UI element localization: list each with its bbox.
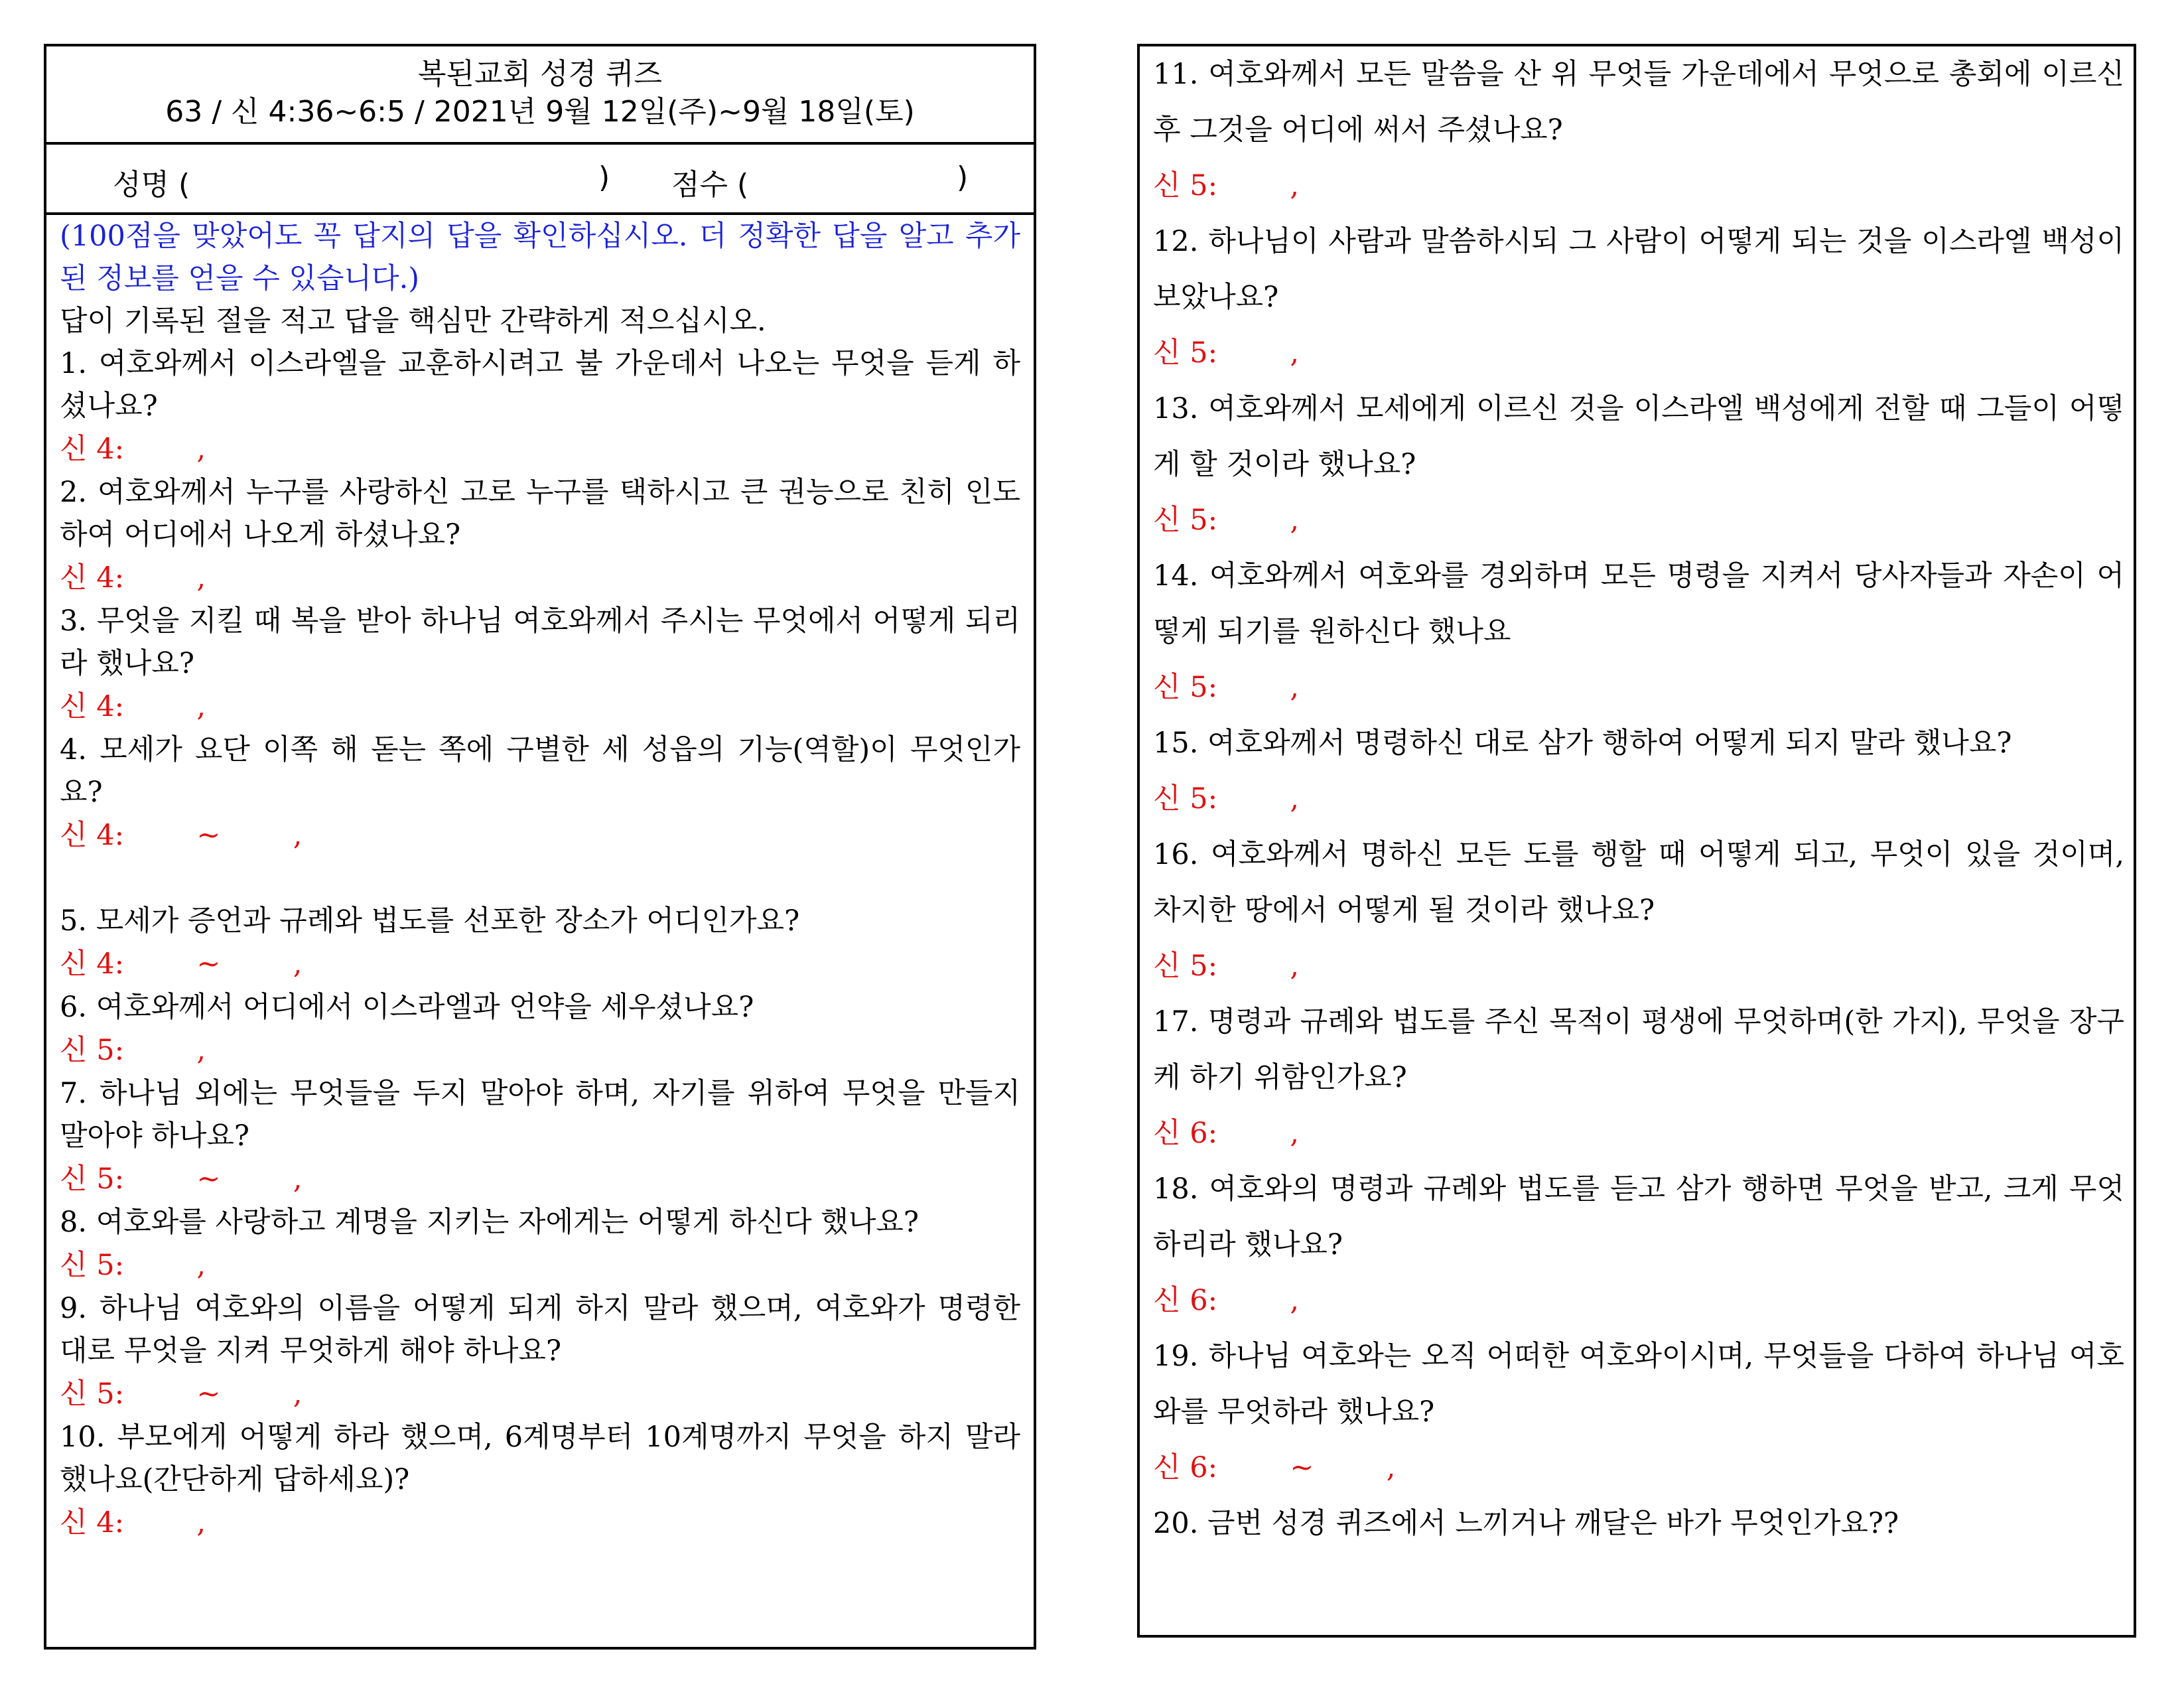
name-close: )	[598, 161, 610, 194]
right-body	[1140, 46, 2134, 1551]
answer-6: 신 5: ,	[60, 1034, 206, 1067]
question-5: 5. 모세가 증언과 규례와 법도를 선포한 장소가 어디인가요?	[60, 904, 800, 938]
answer-16: 신 5: ,	[1153, 950, 1300, 983]
quiz-header	[46, 46, 1034, 145]
question-9: 9. 하나님 여호와의 이름을 어떻게 되게 하지 말라 했으며, 여호와가 명령한 대로 무엇을 지켜 무엇하게 해야 하나요?	[60, 1292, 1020, 1368]
answer-9: 신 5: ~ ,	[60, 1377, 303, 1411]
question-13: 13. 여호와께서 모세에게 이르신 것을 이스라엘 백성에게 전할 때 그들이 어떻게 할 것이라 했나요?	[1153, 392, 2124, 481]
answer-10: 신 4: ,	[60, 1506, 206, 1539]
notice-text: (100점을 맞았어도 꼭 답지의 답을 확인하십시오. 더 정확한 답을 알고 추가된 정보를 얻을 수 있습니다.)	[60, 220, 1020, 295]
answer-17: 신 6: ,	[1153, 1117, 1300, 1150]
question-10: 10. 부모에게 어떻게 하라 했으며, 6계명부터 10계명까지 무엇을 하지 말라 했나요(간단하게 답하세요)?	[60, 1421, 1020, 1496]
question-3: 3. 무엇을 지킬 때 복을 받아 하나님 여호와께서 주시는 무엇에서 어떻게 되리라 했나요?	[60, 604, 1020, 680]
answer-8: 신 5: ,	[60, 1249, 206, 1282]
score-close: )	[957, 161, 969, 194]
question-19: 19. 하나님 여호와는 오직 어떠한 여호와이시며, 무엇들을 다하여 하나님 여호와를 무엇하라 했나요?	[1153, 1340, 2124, 1429]
left-body	[46, 215, 1034, 1545]
instruction-text: 답이 기록된 절을 적고 답을 핵심만 간략하게 적으십시오.	[60, 305, 766, 338]
question-6: 6. 여호와께서 어디에서 이스라엘과 언약을 세우셨나요?	[60, 991, 754, 1024]
question-7: 7. 하나님 외에는 무엇들을 두지 말아야 하며, 자기를 위하여 무엇을 만들지 말아야 하나요?	[60, 1077, 1020, 1153]
answer-2: 신 4: ,	[60, 561, 206, 595]
answer-1: 신 4: ,	[60, 433, 206, 466]
answer-19: 신 6: ~ ,	[1153, 1451, 1396, 1484]
answer-5: 신 4: ~ ,	[60, 948, 303, 981]
question-14: 14. 여호와께서 여호와를 경외하며 모든 명령을 지켜서 당사자들과 자손이 어떻게 되기를 원하신다 했나요	[1153, 559, 2124, 648]
question-11: 11. 여호와께서 모든 말씀을 산 위 무엇들 가운데에서 무엇으로 총회에 이르신 후 그것을 어디에 써서 주셨나요?	[1153, 58, 2124, 147]
answer-14: 신 5: ,	[1153, 671, 1300, 704]
answer-3: 신 4: ,	[60, 690, 206, 723]
question-12: 12. 하나님이 사람과 말씀하시되 그 사람이 어떻게 되는 것을 이스라엘 백성이 보았나요?	[1153, 225, 2124, 314]
answer-12: 신 5: ,	[1153, 336, 1300, 370]
answer-11: 신 5: ,	[1153, 169, 1300, 202]
answer-18: 신 6: ,	[1153, 1284, 1300, 1317]
answer-4: 신 4: ~ ,	[60, 819, 303, 852]
question-15: 15. 여호와께서 명령하신 대로 삼가 행하여 어떻게 되지 말라 했나요?	[1153, 727, 2012, 760]
score-label: 점수 (	[671, 168, 749, 202]
name-score-row	[46, 145, 1034, 215]
answer-7: 신 5: ~ ,	[60, 1163, 303, 1196]
answer-15: 신 5: ,	[1153, 782, 1300, 815]
question-2: 2. 여호와께서 누구를 사랑하신 고로 누구를 택하시고 큰 권능으로 친히 인도하여 어디에서 나오게 하셨나요?	[60, 476, 1020, 551]
question-20: 20. 금번 성경 퀴즈에서 느끼거나 깨달은 바가 무엇인가요??	[1153, 1507, 1899, 1540]
right-page	[1137, 44, 2136, 1638]
question-17: 17. 명령과 규례와 법도를 주신 목적이 평생에 무엇하며(한 가지), 무엇을 장구케 하기 위함인가요?	[1153, 1005, 2124, 1094]
question-8: 8. 여호와를 사랑하고 계명을 지키는 자에게는 어떻게 하신다 했나요?	[60, 1206, 919, 1239]
answer-13: 신 5: ,	[1153, 504, 1300, 537]
quiz-subtitle: 63 / 신 4:36~6:5 / 2021년 9월 12일(주)~9월 18일(토)	[165, 95, 915, 129]
question-4: 4. 모세가 요단 이쪽 해 돋는 쪽에 구별한 세 성읍의 기능(역할)이 무엇인가요?	[60, 733, 1020, 809]
name-label: 성명 (	[113, 168, 190, 202]
question-18: 18. 여호와의 명령과 규례와 법도를 듣고 삼가 행하면 무엇을 받고, 크게 무엇하리라 했나요?	[1153, 1172, 2124, 1261]
left-page	[44, 44, 1036, 1650]
question-1: 1. 여호와께서 이스라엘을 교훈하시려고 불 가운데서 나오는 무엇을 듣게 하셨나요?	[60, 347, 1020, 423]
quiz-title: 복된교회 성경 퀴즈	[417, 57, 662, 91]
question-16: 16. 여호와께서 명하신 모든 도를 행할 때 어떻게 되고, 무엇이 있을 것이며, 차지한 땅에서 어떻게 될 것이라 했나요?	[1153, 838, 2124, 927]
